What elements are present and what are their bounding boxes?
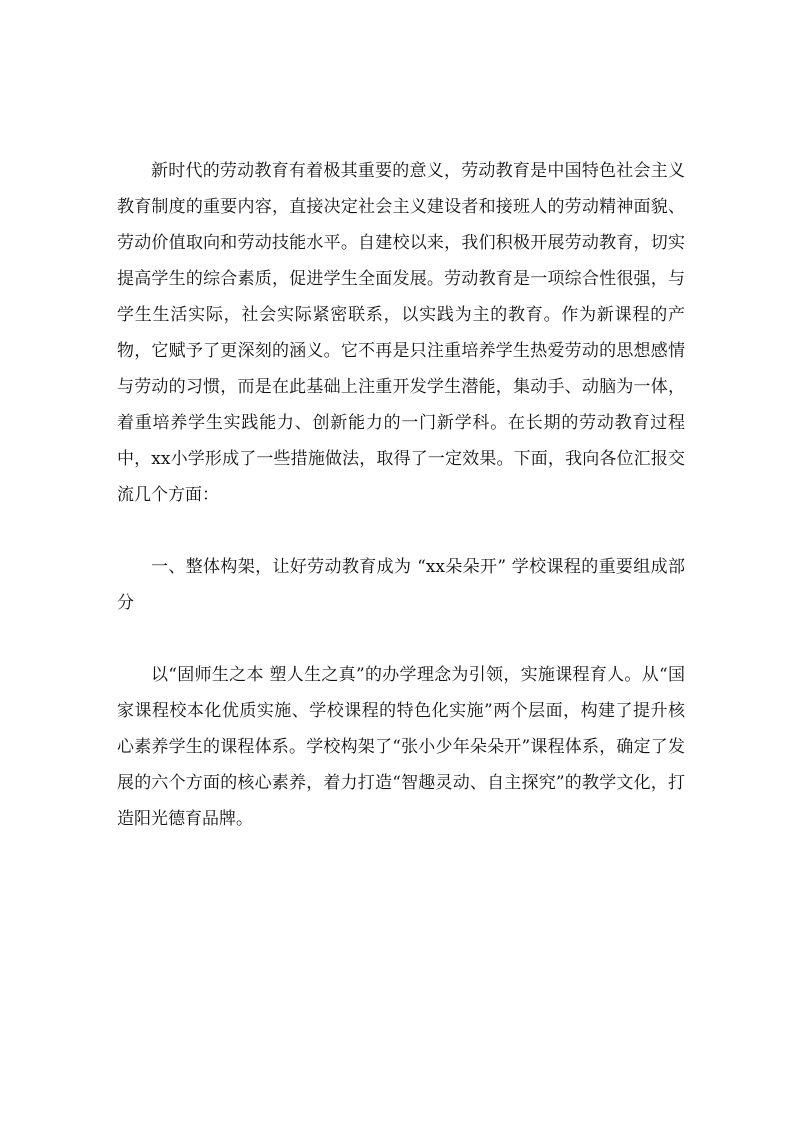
paragraph-spacer [117,513,685,549]
section-heading-1: 一、整体构架，让好劳动教育成为 “xx朵朵开” 学校课程的重要组成部分 [117,557,685,613]
paragraph-spacer [117,621,685,657]
intro-paragraph: 新时代的劳动教育有着极其重要的意义，劳动教育是中国特色社会主义教育制度的重要内容，直接决定社会主义建设者和接班人的劳动精神面貌、劳动价值取向和劳动技能水平。自建校以来，我们积极开展劳动教育，切实提高学生的综合素质，促进学生全面发展。劳动教育是一项综合性很强，与学生生活实际，社会实际紧密联系，以实践为主的教育。作为新课程的产物，它赋予了更深刻的涵义。它不再是只注重培养学生热爱劳动的思想感情与劳动的习惯，而是在此基础上注重开发学生潜能，集动手、动脑为一体，着重培养学生实践能力、创新能力的一门新学科。在长期的劳动教育过程中，xx小学形成了一些措施做法，取得了一定效果。下面，我向各位汇报交流几个方面： [117,161,685,505]
section-1-paragraph: 以“固师生之本 塑人生之真”的办学理念为引领，实施课程育人。从“国家课程校本化优质实施、学校课程的特色化实施”两个层面，构建了提升核心素养学生的课程体系。学校构架了“张小少年朵朵开”课程体系，确定了发展的六个方面的核心素养，着力打造“智趣灵动、自主探究”的教学文化，打造阳光德育品牌。 [117,665,685,829]
document-body [117,153,685,837]
